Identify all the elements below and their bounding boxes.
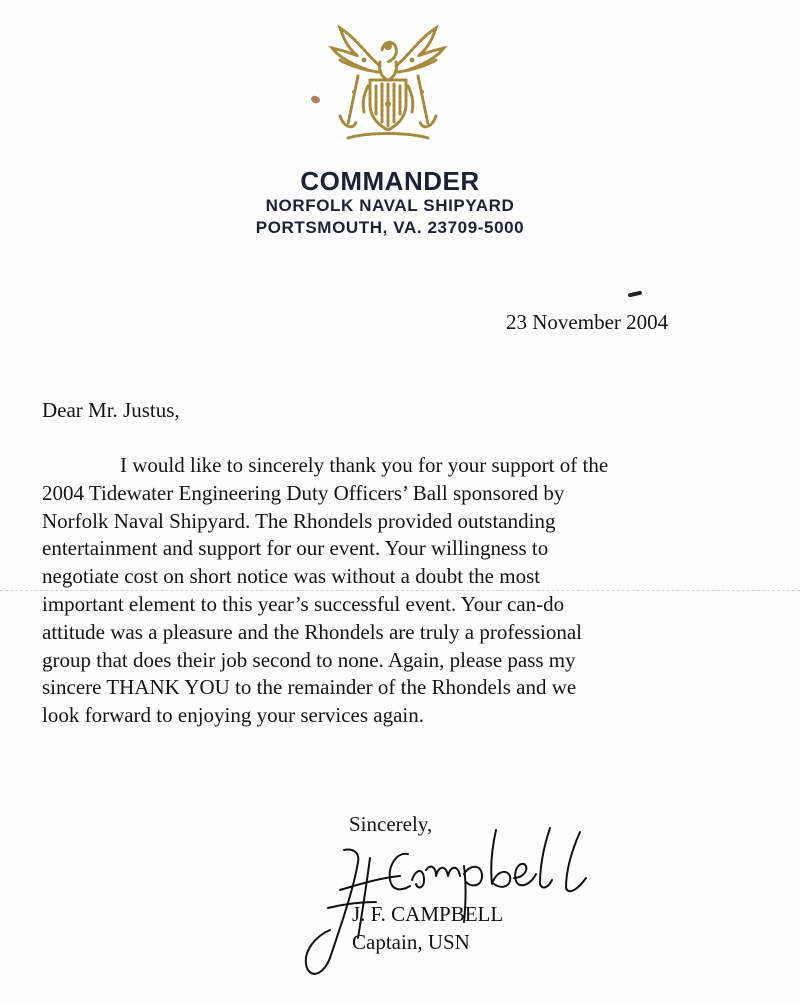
letterhead-title: COMMANDER [300,166,480,196]
ink-mark [628,291,643,298]
body-line: look forward to enjoying your services again. [42,703,424,728]
body-line: sincere THANK YOU to the remainder of the Rhondels and we [42,675,577,700]
body-line: Norfolk Naval Shipyard. The Rhondels provided outstanding [42,508,556,533]
signer-title: Captain, USN [352,930,470,954]
letter-body [42,452,742,730]
body-line: important element to this year’s successful event. Your can-do [42,591,565,616]
signer-name: J. F. CAMPBELL [352,902,504,926]
letterhead-address: PORTSMOUTH, VA. 23709-5000 [255,218,525,237]
closing: Sincerely, [349,812,433,836]
body-line: group that does their job second to none. Again, please pass my [42,647,576,672]
letter-date: 23 November 2004 [506,310,669,334]
body-line: I would like to sincerely thank you for your support of the [120,453,609,477]
navy-eagle-seal-icon [318,20,458,148]
salutation: Dear Mr. Justus, [42,398,180,422]
body-line: attitude was a pleasure and the Rhondels are truly a professional [42,619,582,644]
body-line: entertainment and support for our event. Your willingness to [42,536,549,561]
body-line: negotiate cost on short notice was without a doubt the most [42,564,541,589]
letterhead-organization: NORFOLK NAVAL SHIPYARD [265,196,515,215]
body-line: 2004 Tidewater Engineering Duty Officers’ Ball sponsored by [42,480,565,505]
